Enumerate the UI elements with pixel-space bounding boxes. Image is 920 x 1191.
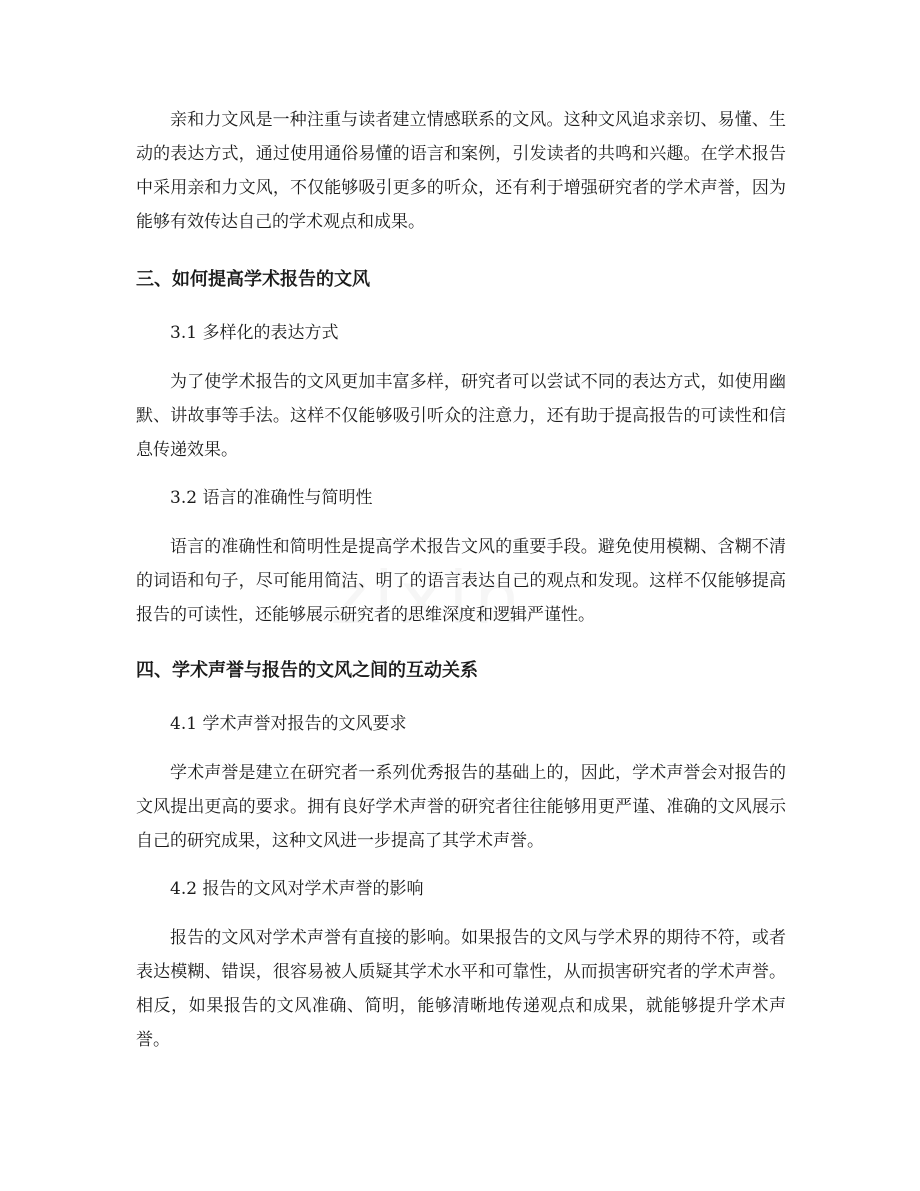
section-heading-3: 三、如何提高学术报告的文风 — [136, 269, 370, 290]
paragraph-reputation-requirements: 学术声誉是建立在研究者一系列优秀报告的基础上的，因此，学术声誉会对报告的文风提出更高的要求。拥有良好学术声誉的研究者往往能够用更严谨、准确的文风展示自己的研究成果，这种文风进一步提高了其学术声誉。 — [136, 763, 786, 851]
paragraph-style-influence: 报告的文风对学术声誉有直接的影响。如果报告的文风与学术界的期待不符，或者表达模糊、错误，很容易被人质疑其学术水平和可靠性，从而损害研究者的学术声誉。相反，如果报告的文风准确、简明，能够清晰地传递观点和成果，就能够提升学术声誉。 — [136, 928, 786, 1050]
section-heading-4: 四、学术声誉与报告的文风之间的互动关系 — [136, 660, 478, 681]
subsection-heading-4-1: 4.1 学术声誉对报告的文风要求 — [170, 714, 407, 734]
paragraph-diverse-expression: 为了使学术报告的文风更加丰富多样，研究者可以尝试不同的表达方式，如使用幽默、讲故事等手法。这样不仅能够吸引听众的注意力，还有助于提高报告的可读性和信息传递效果。 — [136, 372, 786, 460]
subsection-heading-3-2: 3.2 语言的准确性与简明性 — [170, 488, 373, 508]
subsection-heading-4-2: 4.2 报告的文风对学术声誉的影响 — [170, 879, 424, 899]
paragraph-affinity-style: 亲和力文风是一种注重与读者建立情感联系的文风。这种文风追求亲切、易懂、生动的表达方式，通过使用通俗易懂的语言和案例，引发读者的共鸣和兴趣。在学术报告中采用亲和力文风，不仅能够吸引更多的听众，还有利于增强研究者的学术声誉，因为能够有效传达自己的学术观点和成果。 — [136, 110, 786, 232]
subsection-heading-3-1: 3.1 多样化的表达方式 — [170, 323, 339, 343]
paragraph-language-precision: 语言的准确性和简明性是提高学术报告文风的重要手段。避免使用模糊、含糊不清的词语和句子，尽可能用简洁、明了的语言表达自己的观点和发现。这样不仅能够提高报告的可读性，还能够展示研究者的思维深度和逻辑严谨性。 — [136, 537, 786, 625]
watermark — [330, 556, 526, 640]
